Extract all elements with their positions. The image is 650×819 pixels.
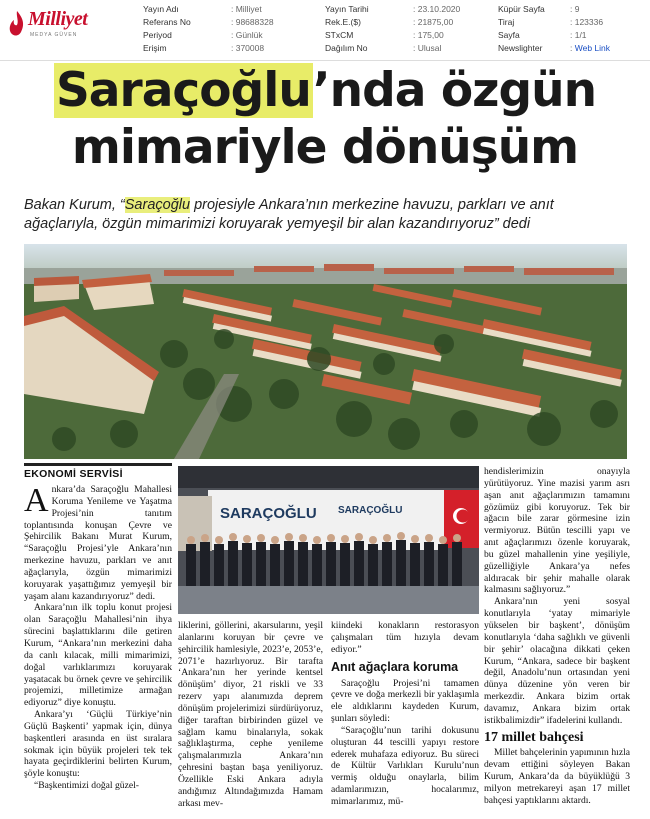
paragraph: “Saraçoğlu’nun tarihi dokusunu oluşturan 44 tescilli yapıyı restore ederek muhafaza ediyoruz. Bu süreci de Kültür Varlıkları Kurulu’nun vermiş olduğu onaylarla, bilim adamlarımızın, hocalarımız, mimarlarımız, mü- [331,724,479,807]
stage-sign-left: SARAÇOĞLU [220,505,317,522]
paragraph: Ankara’nın ilk toplu konut projesi olan Saraçoğlu Mahallesi’nin ihya sürecini başlattıklarını dile getiren Kurum, “Ankara’nın merkezini daha da canlı kılacak, milli mimarimizi, doğal varlıklarımızı koruyarak yaşatacak bu örnek çevre ve şehircilik projemizi, milletimize armağan ediyoruz” diye konuştu. [24,602,172,709]
paragraph: Saraçoğlu Projesi’ni tamamen çevre ve doğa merkezli bir yaklaşımla ele aldıklarını kaydeden Kurum, şunları söyledi: [331,677,479,725]
article-column-3 [331,620,479,808]
article-column-4 [484,466,630,807]
meta-column-3 [498,3,610,55]
flame-logo-icon [8,10,26,38]
logo-name: Milliyet [28,8,88,30]
meta-row: STxCM : 175,00 [325,30,444,40]
aerial-photo [24,244,627,459]
ceremony-photo [178,466,479,614]
meta-row: Erişim : 370008 [143,43,265,53]
paragraph: hendislerimizin onayıyla yürütüyoruz. Yine mazisi yarım asrı aşan anıt ağaçlarımızın tamamını gözümüz gibi koruyoruz. Tek bir ağacın bile zarar görmesine izin vermiyoruz. Bütün tescilli yapı ve anıt ağaçlarımızı özenle koruyarak, bu güzel mahallenin yine yeşiliyle, güzelliğiyle Ankara’ya nefes aldıracak bir şehir mahalle olarak kalmasını sağlıyoruz.” [484,466,630,596]
subhead-millet-bahcesi: 17 millet bahçesi [484,729,584,745]
paragraph: kiindeki konakların restorasyon çalışmaları tüm hızıyla devam ediyor.” [331,620,479,655]
section-label: EKONOMİ SERVİSİ [24,463,172,480]
meta-row: Yayın Adı : Milliyet [143,4,262,14]
meta-row: Referans No : 98688328 [143,17,274,27]
article-column-1 [24,484,172,792]
milliyet-logo [8,6,118,46]
stage-sign-right: SARAÇOĞLU [338,505,403,516]
clipping-header [0,0,650,61]
paragraph: Ankara’da Saraçoğlu Mahallesi Koruma Yenileme ve Yaşatma Projesi’nin tanıtım toplantısında konuşan Çevre ve Şehircilik Bakanı Murat Kurum, “Saraçoğlu Projesi’yle Ankara’nın merkezine havuzu, parkları ve anıt ağaçlarıyla, özgün mimarimizi koruyarak yaşattığımız yemyeşil bir yaşam alanı kazandırıyoruz” dedi. [24,482,172,602]
meta-row: Dağılım No : Ulusal [325,43,442,53]
meta-column-1 [143,3,274,55]
meta-row: Küpür Sayfa : 9 [498,4,580,14]
paragraph: Ankara’nın yeni sosyal konutlarıyla ‘yatay mimariyle yükselen bir başkent’, dönüşüm konutlarıyla ‘daha sağlıklı ve güvenli bir şehir’ olacağına dikkati çeken Kurum, “Ankara, sadece bir başkent değil, Anadolu’nun ortasından yeni dünya düzenine yön veren bir merkezdir. Ankara bizim ortak davamız, Ankara bizim ortak istikbalimizdir” ifadelerini kullandı. [484,596,630,726]
paragraph: “Başkentimizi doğal güzel- [34,780,139,792]
meta-row: Rek.E.($) : 21875,00 [325,17,454,27]
meta-row: Yayın Tarihi : 23.10.2020 [325,4,461,14]
deck-highlight: Saraçoğlu [124,197,191,213]
meta-row: Newslighter : Web Link [498,43,611,53]
meta-column-2 [325,3,460,55]
paragraph: Ankara’yı ‘Güçlü Türkiye’nin Güçlü Başkenti’ yapmak için, dünya başkentleri arasında en üst sıralara sokmak için büyük projeleri tek tek hayata geçirdiklerini belirten Kurum, şöyle konuştu: [24,709,172,780]
headline-highlight: Saraçoğlu [55,63,311,118]
article-column-2 [178,620,323,810]
deck-text: Bakan Kurum, “Saraçoğlu projesiyle Ankara’nın merkezine havuzu, parkları ve anıt ağaçlarıyla, özgün mimarimizi koruyarak yemyeşil bir alan kazandırıyoruz” dedi [24,197,554,232]
web-link[interactable]: Web Link [574,43,611,53]
headline [0,62,650,176]
paragraph: Millet bahçelerinin yapımının hızla devam ettiğini söyleyen Bakan Kurum, Ankara’da da büyüklüğü 3 milyon metrekareyi aşan 17 millet bahçesi yaptıklarını aktardı. [484,747,630,806]
drop-cap: A [24,482,49,519]
meta-row: Periyod : Günlük [143,30,263,40]
paragraph: liklerini, göllerini, akarsularını, yeşil alanlarını koruyan bir çevre ve şehircilik hamlesiyle, 2023’e, 2053’e, 2071’e hazırlıyoruz. Bir tarafta ‘Ankara’nın her yerinde kentsel dönüşüm’ diyor, 21 riskli ve 33 rezerv yapı alanımızda deprem dönüşüm projelerimizi sürdürüyoruz, diğer taraftan birbirinden güzel ve sağlam kamu binalarıyla, sokak sağlıklaştırma, cephe yenileme çalışmalarımızla Ankara’nın çehresini baştan başa yeniliyoruz. Özellikle Eski Ankara adıyla andığımız Altındağımızda Hamam arkası mev- [178,620,323,809]
logo-tagline: MEDYA GÜVEN [30,32,78,38]
meta-row: Tiraj : 123336 [498,17,604,27]
headline-line2: mimariyle dönüşüm [71,120,579,175]
meta-row: Sayfa : 1/1 [498,30,587,40]
subhead-ant-agaclari: Anıt ağaçlara koruma [331,659,459,674]
headline-rest: ’nda özgün [312,63,597,118]
